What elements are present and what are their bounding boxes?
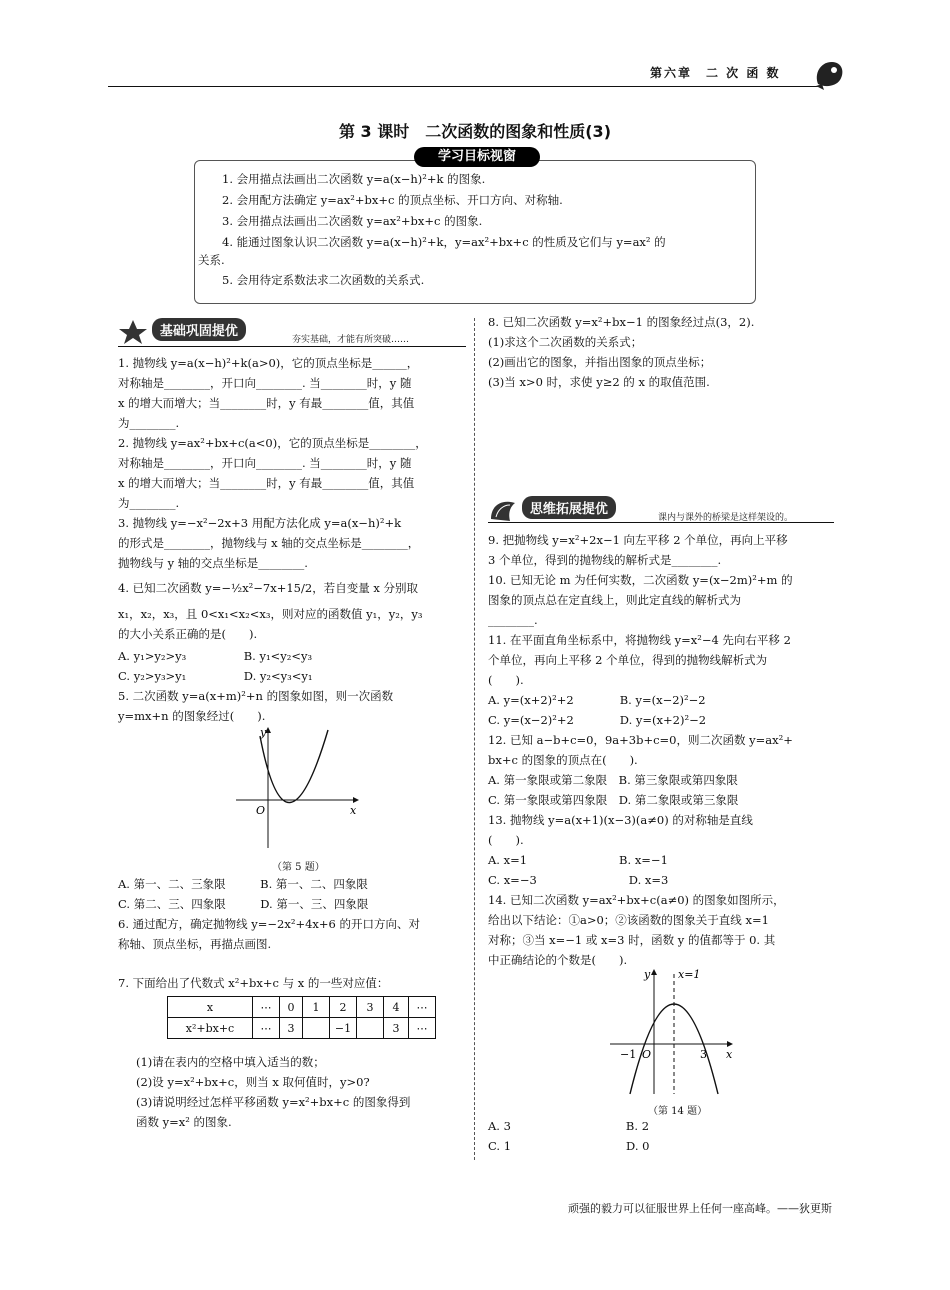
question-line: 2. 抛物线 y=ax²+bx+c(a<0)，它的顶点坐标是________， [118,436,427,450]
lesson-title: 第 3 课时 二次函数的图象和性质(3) [338,122,612,141]
section-extend-subtitle: 课内与课外的桥梁是这样架设的。 [658,513,794,523]
question-line: 1. 抛物线 y=a(x−h)²+k(a>0)，它的顶点坐标是______， [118,356,419,370]
table-row [168,997,436,1018]
question-line: 对称轴是________，开口向________. 当________时，y 随 [118,376,412,390]
section-extend-title: 思维拓展提优 [522,496,616,519]
question-option: C. 1 D. 0 [488,1139,650,1153]
question-line: x 的增大而增大；当________时，y 有最________值，其值 [118,396,415,410]
question-line: 中正确结论的个数是( ). [488,953,628,967]
table-cell: 4 [384,997,409,1018]
question-line: 14. 已知二次函数 y=ax²+bx+c(a≠0) 的图象如图所示， [488,893,785,907]
question-line: 抛物线与 y 轴的交点坐标是________. [118,556,308,570]
footer-quote: 顽强的毅力可以征服世界上任何一座高峰。——狄更斯 [568,1202,832,1215]
question-line: 的形式是________，抛物线与 x 轴的交点坐标是________， [118,536,420,550]
question-line: bx+c 的图象的顶点在( ). [488,753,638,767]
origin-label: O [642,1048,652,1061]
table-cell: 1 [303,997,330,1018]
section-extend-rule [488,522,834,523]
q14-caption: （第 14 题） [648,1106,708,1117]
table-cell: ⋯ [409,1018,436,1039]
question-line: 10. 已知无论 m 为任何实数，二次函数 y=(x−2m)²+m 的 [488,573,793,587]
section-basic-header [118,318,246,342]
question-line: 个单位，再向上平移 2 个单位，得到的抛物线解析式为 [488,653,768,667]
table-cell: ⋯ [409,997,436,1018]
question-line: 3. 抛物线 y=−x²−2x+3 用配方法化成 y=a(x−h)²+k [118,516,402,530]
question-line: x 的增大而增大；当________时，y 有最________值，其值 [118,476,415,490]
q5-caption: （第 5 题） [272,862,325,873]
question-line: 对称；③当 x=−1 或 x=3 时，函数 y 的值都等于 0. 其 [488,933,776,947]
question-option: A. x=1 B. x=−1 [488,853,668,867]
parabola-curve [260,730,328,803]
question-part: (1)求这个二次函数的关系式； [488,335,643,349]
question-line: 4. 已知二次函数 y=−½x²−7x+15/2，若自变量 x 分别取 [118,581,418,595]
table-cell: 3 [357,997,384,1018]
y-axis-label: y [644,968,651,981]
mascot-icon [812,56,846,92]
question-line: 11. 在平面直角坐标系中，将抛物线 y=x²−4 先向右平移 2 [488,633,791,647]
question-line: 7. 下面给出了代数式 x²+bx+c 与 x 的一些对应值： [118,976,389,990]
goals-heading: 学习目标视窗 [414,147,540,167]
question-line: 5. 二次函数 y=a(x+m)²+n 的图象如图，则一次函数 [118,689,394,703]
question-line: 给出以下结论：①a>0；②该函数的图象关于直线 x=1 [488,913,769,927]
table-cell [303,1018,330,1039]
x-axis-label: x [350,804,357,817]
goal-item: 3. 会用描点法画出二次函数 y=ax²+bx+c 的图象. [222,214,483,228]
table-cell: ⋯ [253,1018,280,1039]
question-option: A. y=(x+2)²+2 B. y=(x−2)²−2 [488,693,706,707]
question-line: ________. [488,613,538,627]
shell-icon [488,497,518,523]
column-divider [474,318,475,1160]
question-option: C. y=(x−2)²+2 D. y=(x+2)²−2 [488,713,707,727]
question-line: 8. 已知二次函数 y=x²+bx−1 的图象经过点(3，2). [488,315,755,329]
question-line: 12. 已知 a−b+c=0，9a+3b+c=0，则二次函数 y=ax²+ [488,733,793,747]
question-option: C. 第一象限或第四象限 D. 第二象限或第三象限 [488,793,739,807]
header-rule [108,86,818,87]
star-icon [118,319,148,345]
table-cell [357,1018,384,1039]
question-line: 3 个单位，得到的抛物线的解析式是________. [488,553,722,567]
chapter-header: 第六章 二 次 函 数 [650,66,781,80]
goal-item: 1. 会用描点法画出二次函数 y=a(x−h)²+k 的图象. [222,172,486,186]
question-line: 为________. [118,496,180,510]
question-option: A. 3 B. 2 [488,1119,650,1133]
goal-item: 关系. [198,253,225,267]
section-basic-subtitle: 夯实基础，才能有所突破…… [292,335,410,345]
question-line: 图象的顶点总在定直线上，则此定直线的解析式为 [488,593,741,607]
question-option: C. 第二、三、四象限 D. 第一、三、四象限 [118,897,369,911]
table-cell: 2 [330,997,357,1018]
question-part: (2)画出它的图象，并指出图象的顶点坐标； [488,355,712,369]
question-line: x₁，x₂，x₃，且 0<x₁<x₂<x₃，则对应的函数值 y₁，y₂，y₃ [118,607,423,621]
table-cell: x²+bx+c [168,1018,253,1039]
section-basic-title: 基础巩固提优 [152,318,246,341]
origin-label: O [256,804,266,817]
question-line: 为________. [118,416,180,430]
question-line: 称轴、顶点坐标，再描点画图. [118,937,272,951]
table-cell: −1 [330,1018,357,1039]
q5-parabola-graph [230,722,370,854]
table-cell: 0 [280,997,303,1018]
question-part: (2)设 y=x²+bx+c，则当 x 取何值时，y>0? [136,1075,370,1089]
question-line: ( ). [488,833,524,847]
goal-item: 2. 会用配方法确定 y=ax²+bx+c 的顶点坐标、开口方向、对称轴. [222,193,563,207]
question-part: (3)当 x>0 时，求使 y≥2 的 x 的取值范围. [488,375,710,389]
goal-item: 4. 能通过图象认识二次函数 y=a(x−h)²+k，y=ax²+bx+c 的性质及它们与 y=ax² 的 [222,235,666,249]
section-basic-rule [118,346,466,347]
question-line: 13. 抛物线 y=a(x+1)(x−3)(a≠0) 的对称轴是直线 [488,813,753,827]
table-cell: ⋯ [253,997,280,1018]
q14-parabola-graph [604,964,744,1098]
question-part: (3)请说明经过怎样平移函数 y=x²+bx+c 的图象得到 [136,1095,411,1109]
question-option: C. y₂>y₃>y₁ D. y₂<y₃<y₁ [118,669,313,683]
table-cell: 3 [280,1018,303,1039]
x-axis-label: x [726,1048,733,1061]
question-line: 9. 把抛物线 y=x²+2x−1 向左平移 2 个单位，再向上平移 [488,533,788,547]
question-line: y=mx+n 的图象经过( ). [118,709,266,723]
y-axis-label: y [260,726,267,739]
question-line: ( ). [488,673,524,687]
root-3-label: 3 [700,1048,707,1061]
goal-item: 5. 会用待定系数法求二次函数的关系式. [222,273,425,287]
section-extend-header [488,496,616,520]
question-line: 的大小关系正确的是( ). [118,627,258,641]
symmetry-label: x=1 [678,968,701,981]
question-option: C. x=−3 D. x=3 [488,873,669,887]
table-cell: 3 [384,1018,409,1039]
q7-value-table [167,996,436,1039]
question-part: (1)请在表内的空格中填入适当的数； [136,1055,325,1069]
table-row [168,1018,436,1039]
question-option: A. 第一象限或第二象限 B. 第三象限或第四象限 [488,773,738,787]
table-cell: x [168,997,253,1018]
question-part: 函数 y=x² 的图象. [136,1115,232,1129]
root-neg1-label: −1 [620,1048,637,1061]
question-line: 6. 通过配方，确定抛物线 y=−2x²+4x+6 的开口方向、对 [118,917,421,931]
question-option: A. 第一、二、三象限 B. 第一、二、四象限 [118,877,368,891]
question-line: 对称轴是________，开口向________. 当________时，y 随 [118,456,412,470]
question-option: A. y₁>y₂>y₃ B. y₁<y₂<y₃ [118,649,313,663]
